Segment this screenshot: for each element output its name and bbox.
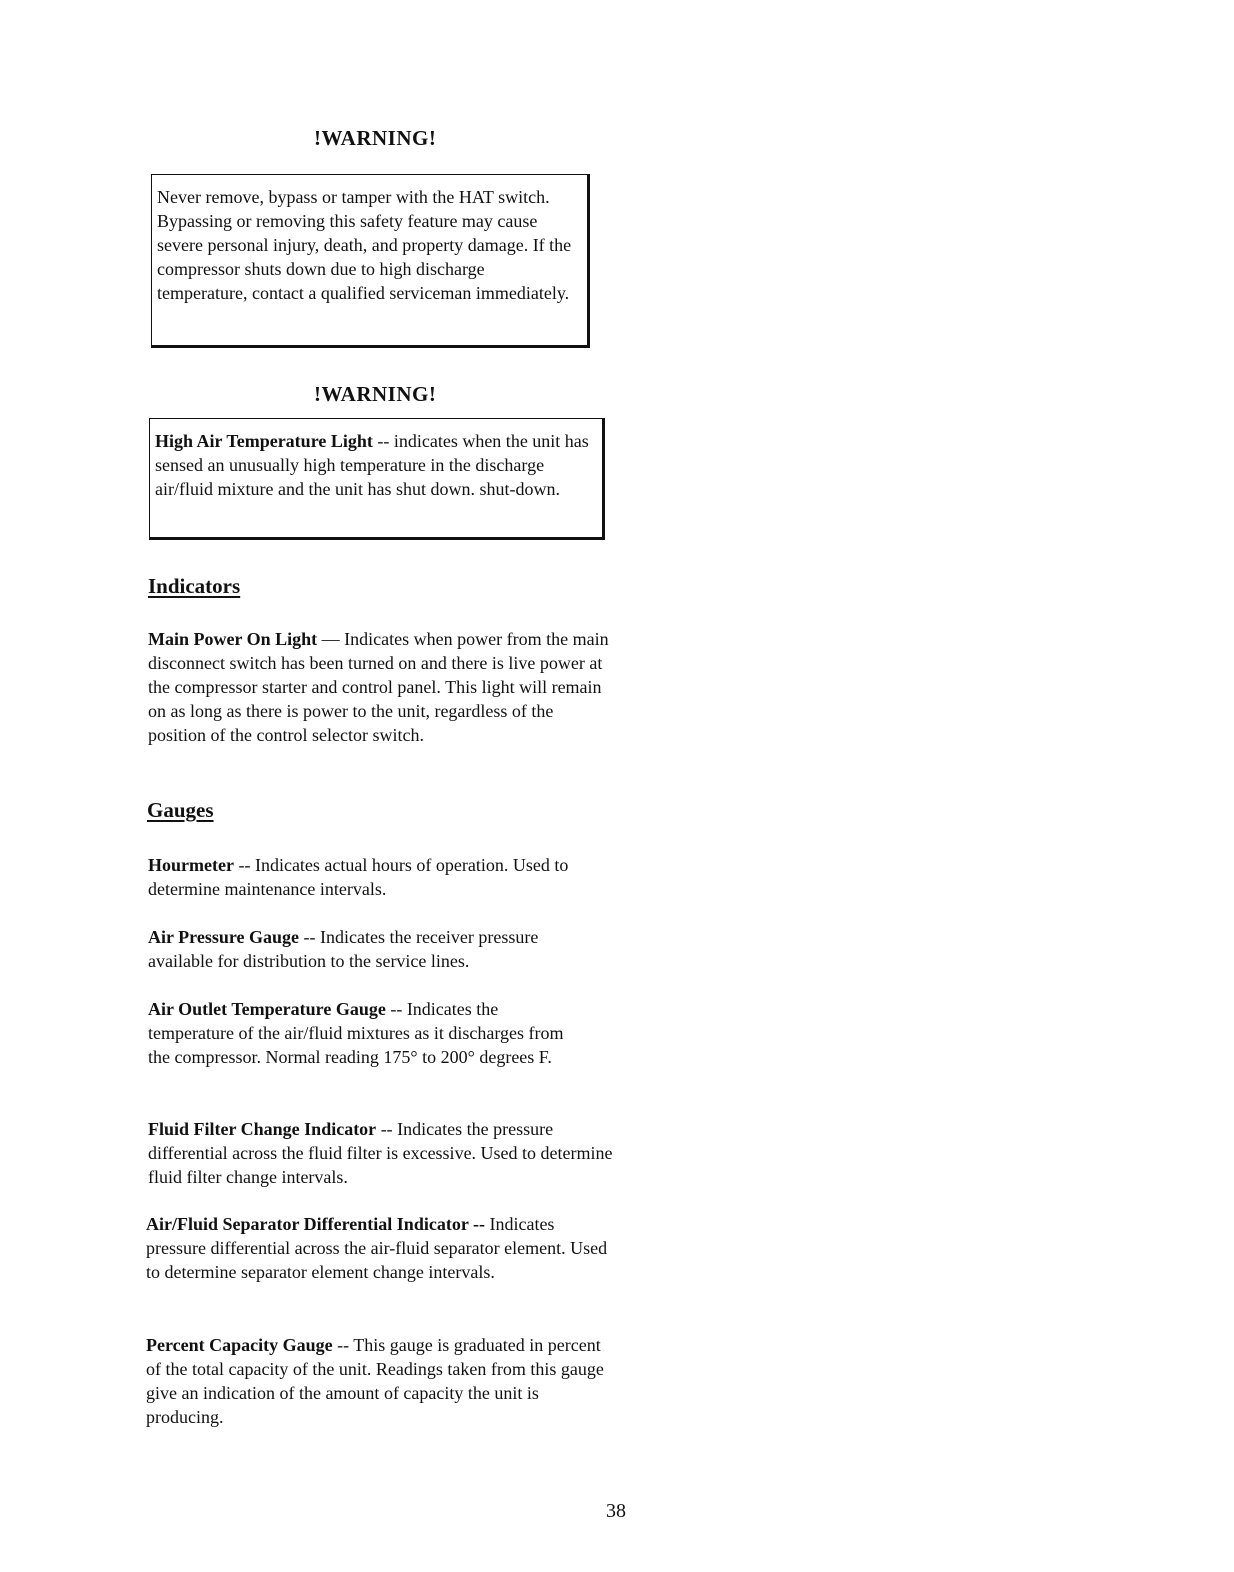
gauge-item bbox=[148, 997, 586, 1069]
warning-box-hat-switch bbox=[151, 174, 590, 348]
section-heading-indicators: Indicators bbox=[148, 574, 241, 598]
description: -- Indicates the temperature of the air/fluid mixtures as it discharges from the compressor. Normal reading 175° to 200° degrees F. bbox=[148, 999, 564, 1067]
description: — Indicates when power from the main disconnect switch has been turned on and there is live power at the compressor starter and control panel. This light will remain on as long as there is power to the unit, regardless of the position of the control selector switch. bbox=[148, 629, 609, 745]
gauge-item bbox=[148, 925, 603, 973]
term-fluid-filter-change-indicator: Fluid Filter Change Indicator bbox=[148, 1119, 377, 1139]
term-hourmeter: Hourmeter bbox=[148, 855, 234, 875]
page-number: 38 bbox=[606, 1500, 626, 1522]
warning-text: Never remove, bypass or tamper with the HAT switch. Bypassing or removing this safety feature may cause severe personal injury, death, and property damage. If the compressor shuts down due to high discharge temperature, contact a qualified serviceman immediately. bbox=[157, 187, 572, 303]
warning-text: -- indicates when the unit has sensed an unusually high temperature in the discharge air/fluid mixture and the unit has shut down. shut-down. bbox=[155, 431, 589, 499]
term-main-power-on-light: Main Power On Light bbox=[148, 629, 318, 649]
term-percent-capacity-gauge: Percent Capacity Gauge bbox=[146, 1335, 333, 1355]
term-air-outlet-temperature-gauge: Air Outlet Temperature Gauge bbox=[148, 999, 386, 1019]
gauge-item bbox=[148, 1117, 613, 1189]
term-high-air-temperature-light: High Air Temperature Light bbox=[155, 431, 373, 451]
gauge-item bbox=[146, 1212, 616, 1284]
warning-box-high-air-temperature bbox=[149, 418, 605, 540]
indicator-item bbox=[148, 627, 610, 747]
description: Indicates pressure differential across the air-fluid separator element. Used to determine separator element change intervals. bbox=[146, 1214, 608, 1282]
gauge-item bbox=[146, 1333, 611, 1429]
section-heading-gauges: Gauges bbox=[147, 798, 214, 822]
description: -- Indicates actual hours of operation. Used to determine maintenance intervals. bbox=[148, 855, 569, 899]
warning-title: !WARNING! bbox=[314, 382, 437, 406]
description: -- Indicates the receiver pressure available for distribution to the service lines. bbox=[148, 927, 539, 971]
term-air-fluid-separator-differential-indicator: Air/Fluid Separator Differential Indicator -- bbox=[146, 1214, 485, 1234]
gauge-item bbox=[148, 853, 618, 901]
description: -- Indicates the pressure differential across the fluid filter is excessive. Used to determine fluid filter change intervals. bbox=[148, 1119, 613, 1187]
description: -- This gauge is graduated in percent of the total capacity of the unit. Readings taken from this gauge give an indication of the amount of capacity the unit is producing. bbox=[146, 1335, 604, 1427]
term-air-pressure-gauge: Air Pressure Gauge bbox=[148, 927, 299, 947]
warning-title: !WARNING! bbox=[314, 126, 437, 150]
